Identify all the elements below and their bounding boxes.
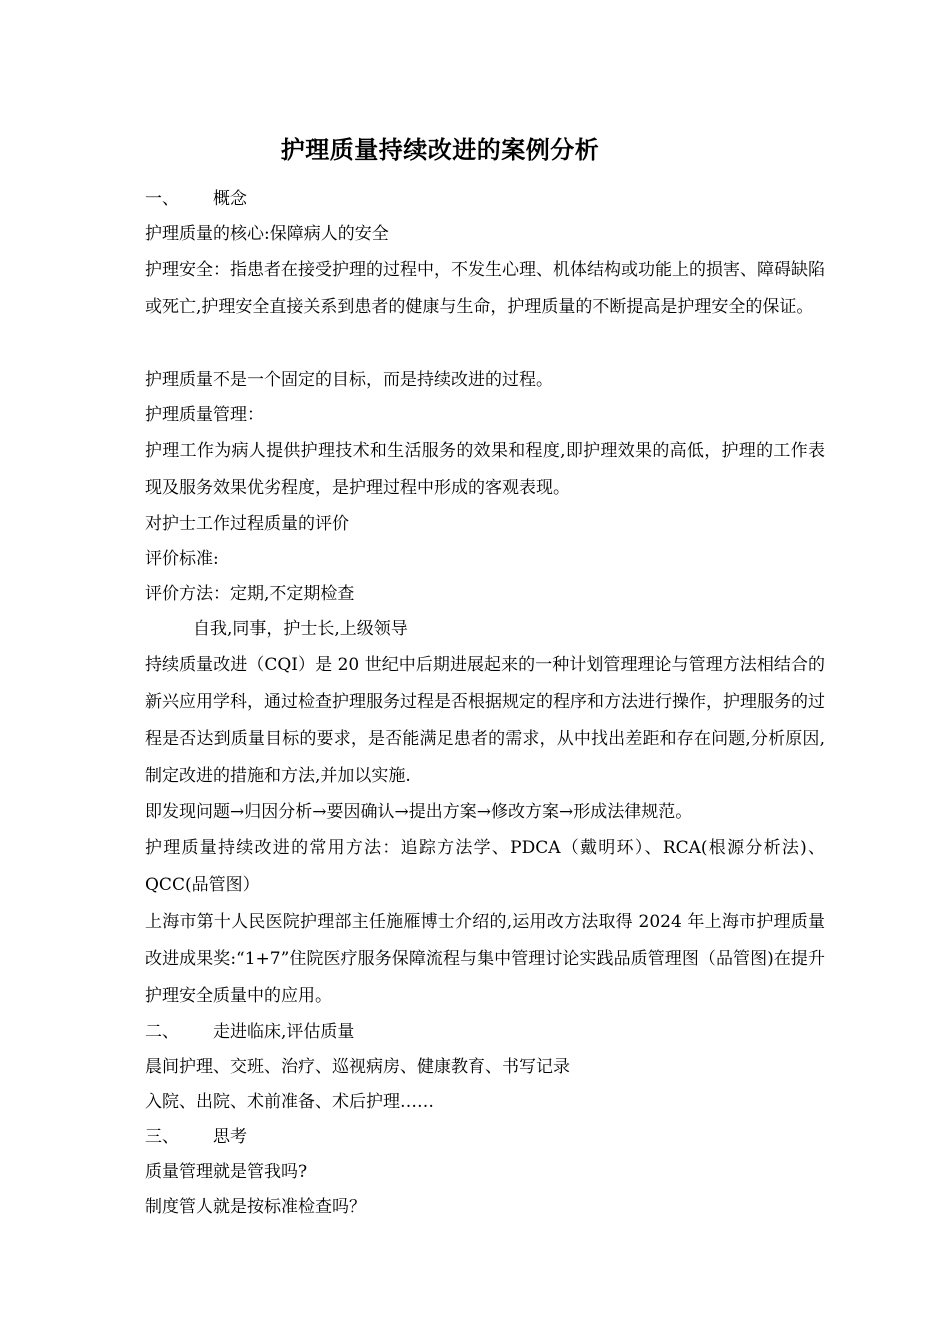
section-heading-clinical bbox=[145, 1015, 825, 1050]
document-title: 护理质量持续改进的案例分析 bbox=[280, 135, 600, 164]
section-title: 走进临床,评估质量 bbox=[213, 1022, 355, 1042]
paragraph-method: 评价方法：定期,不定期检查 bbox=[145, 584, 355, 604]
paragraph-not-fixed: 护理质量不是一个固定的目标，而是持续改进的过程。 bbox=[145, 370, 553, 390]
section-number: 三、 bbox=[145, 1127, 179, 1147]
document-body bbox=[145, 182, 825, 1225]
paragraph-flow: 即发现问题→归因分析→要因确认→提出方案→修改方案→形成法律规范。 bbox=[145, 802, 693, 822]
paragraph-clinical-2: 入院、出院、术前准备、术后护理…… bbox=[145, 1092, 434, 1112]
paragraph-evaluators: 自我,同事，护士长,上级领导 bbox=[193, 619, 408, 639]
paragraph-evaluation: 对护士工作过程质量的评价 bbox=[145, 514, 349, 534]
paragraph-question-2: 制度管人就是按标准检查吗？ bbox=[145, 1197, 366, 1217]
paragraph-question-1: 质量管理就是管我吗? bbox=[145, 1162, 308, 1182]
section-heading-thinking bbox=[145, 1120, 825, 1155]
section-title: 概念 bbox=[213, 189, 247, 209]
section-number: 二、 bbox=[145, 1022, 179, 1042]
paragraph-management-label: 护理质量管理： bbox=[145, 405, 264, 425]
paragraph-nursing-work: 护理工作为病人提供护理技术和生活服务的效果和程度,即护理效果的高低，护理的工作表现及服务效果优劣程度，是护理过程中形成的客观表现。 bbox=[145, 441, 825, 498]
paragraph-standard: 评价标准: bbox=[145, 549, 219, 569]
section-number: 一、 bbox=[145, 189, 179, 209]
section-heading-concept bbox=[145, 182, 825, 217]
paragraph-methods: 护理质量持续改进的常用方法：追踪方法学、PDCA（戴明环）、RCA(根源分析法)、QCC(品管图） bbox=[145, 838, 825, 895]
paragraph-clinical-1: 晨间护理、交班、治疗、巡视病房、健康教育、书写记录 bbox=[145, 1057, 570, 1077]
paragraph-shanghai: 上海市第十人民医院护理部主任施雁博士介绍的,运用改方法取得 2024 年上海市护理质量改进成果奖:“1+7”住院医疗服务保障流程与集中管理讨论实践品质管理图（品管图)在提升护理安全质量中的应用。 bbox=[145, 912, 825, 1006]
paragraph-core: 护理质量的核心:保障病人的安全 bbox=[145, 224, 389, 244]
section-title: 思考 bbox=[213, 1127, 247, 1147]
paragraph-cqi: 持续质量改进（CQI）是 20 世纪中后期进展起来的一种计划管理理论与管理方法相结合的新兴应用学科，通过检查护理服务过程是否根据规定的程序和方法进行操作，护理服务的过程是否达到质量目标的要求，是否能满足患者的需求，从中找出差距和存在问题,分析原因,制定改进的措施和方法,并加以实施. bbox=[145, 655, 825, 786]
paragraph-safety: 护理安全：指患者在接受护理的过程中，不发生心理、机体结构或功能上的损害、障碍缺陷或死亡,护理安全直接关系到患者的健康与生命，护理质量的不断提高是护理安全的保证。 bbox=[145, 260, 825, 317]
